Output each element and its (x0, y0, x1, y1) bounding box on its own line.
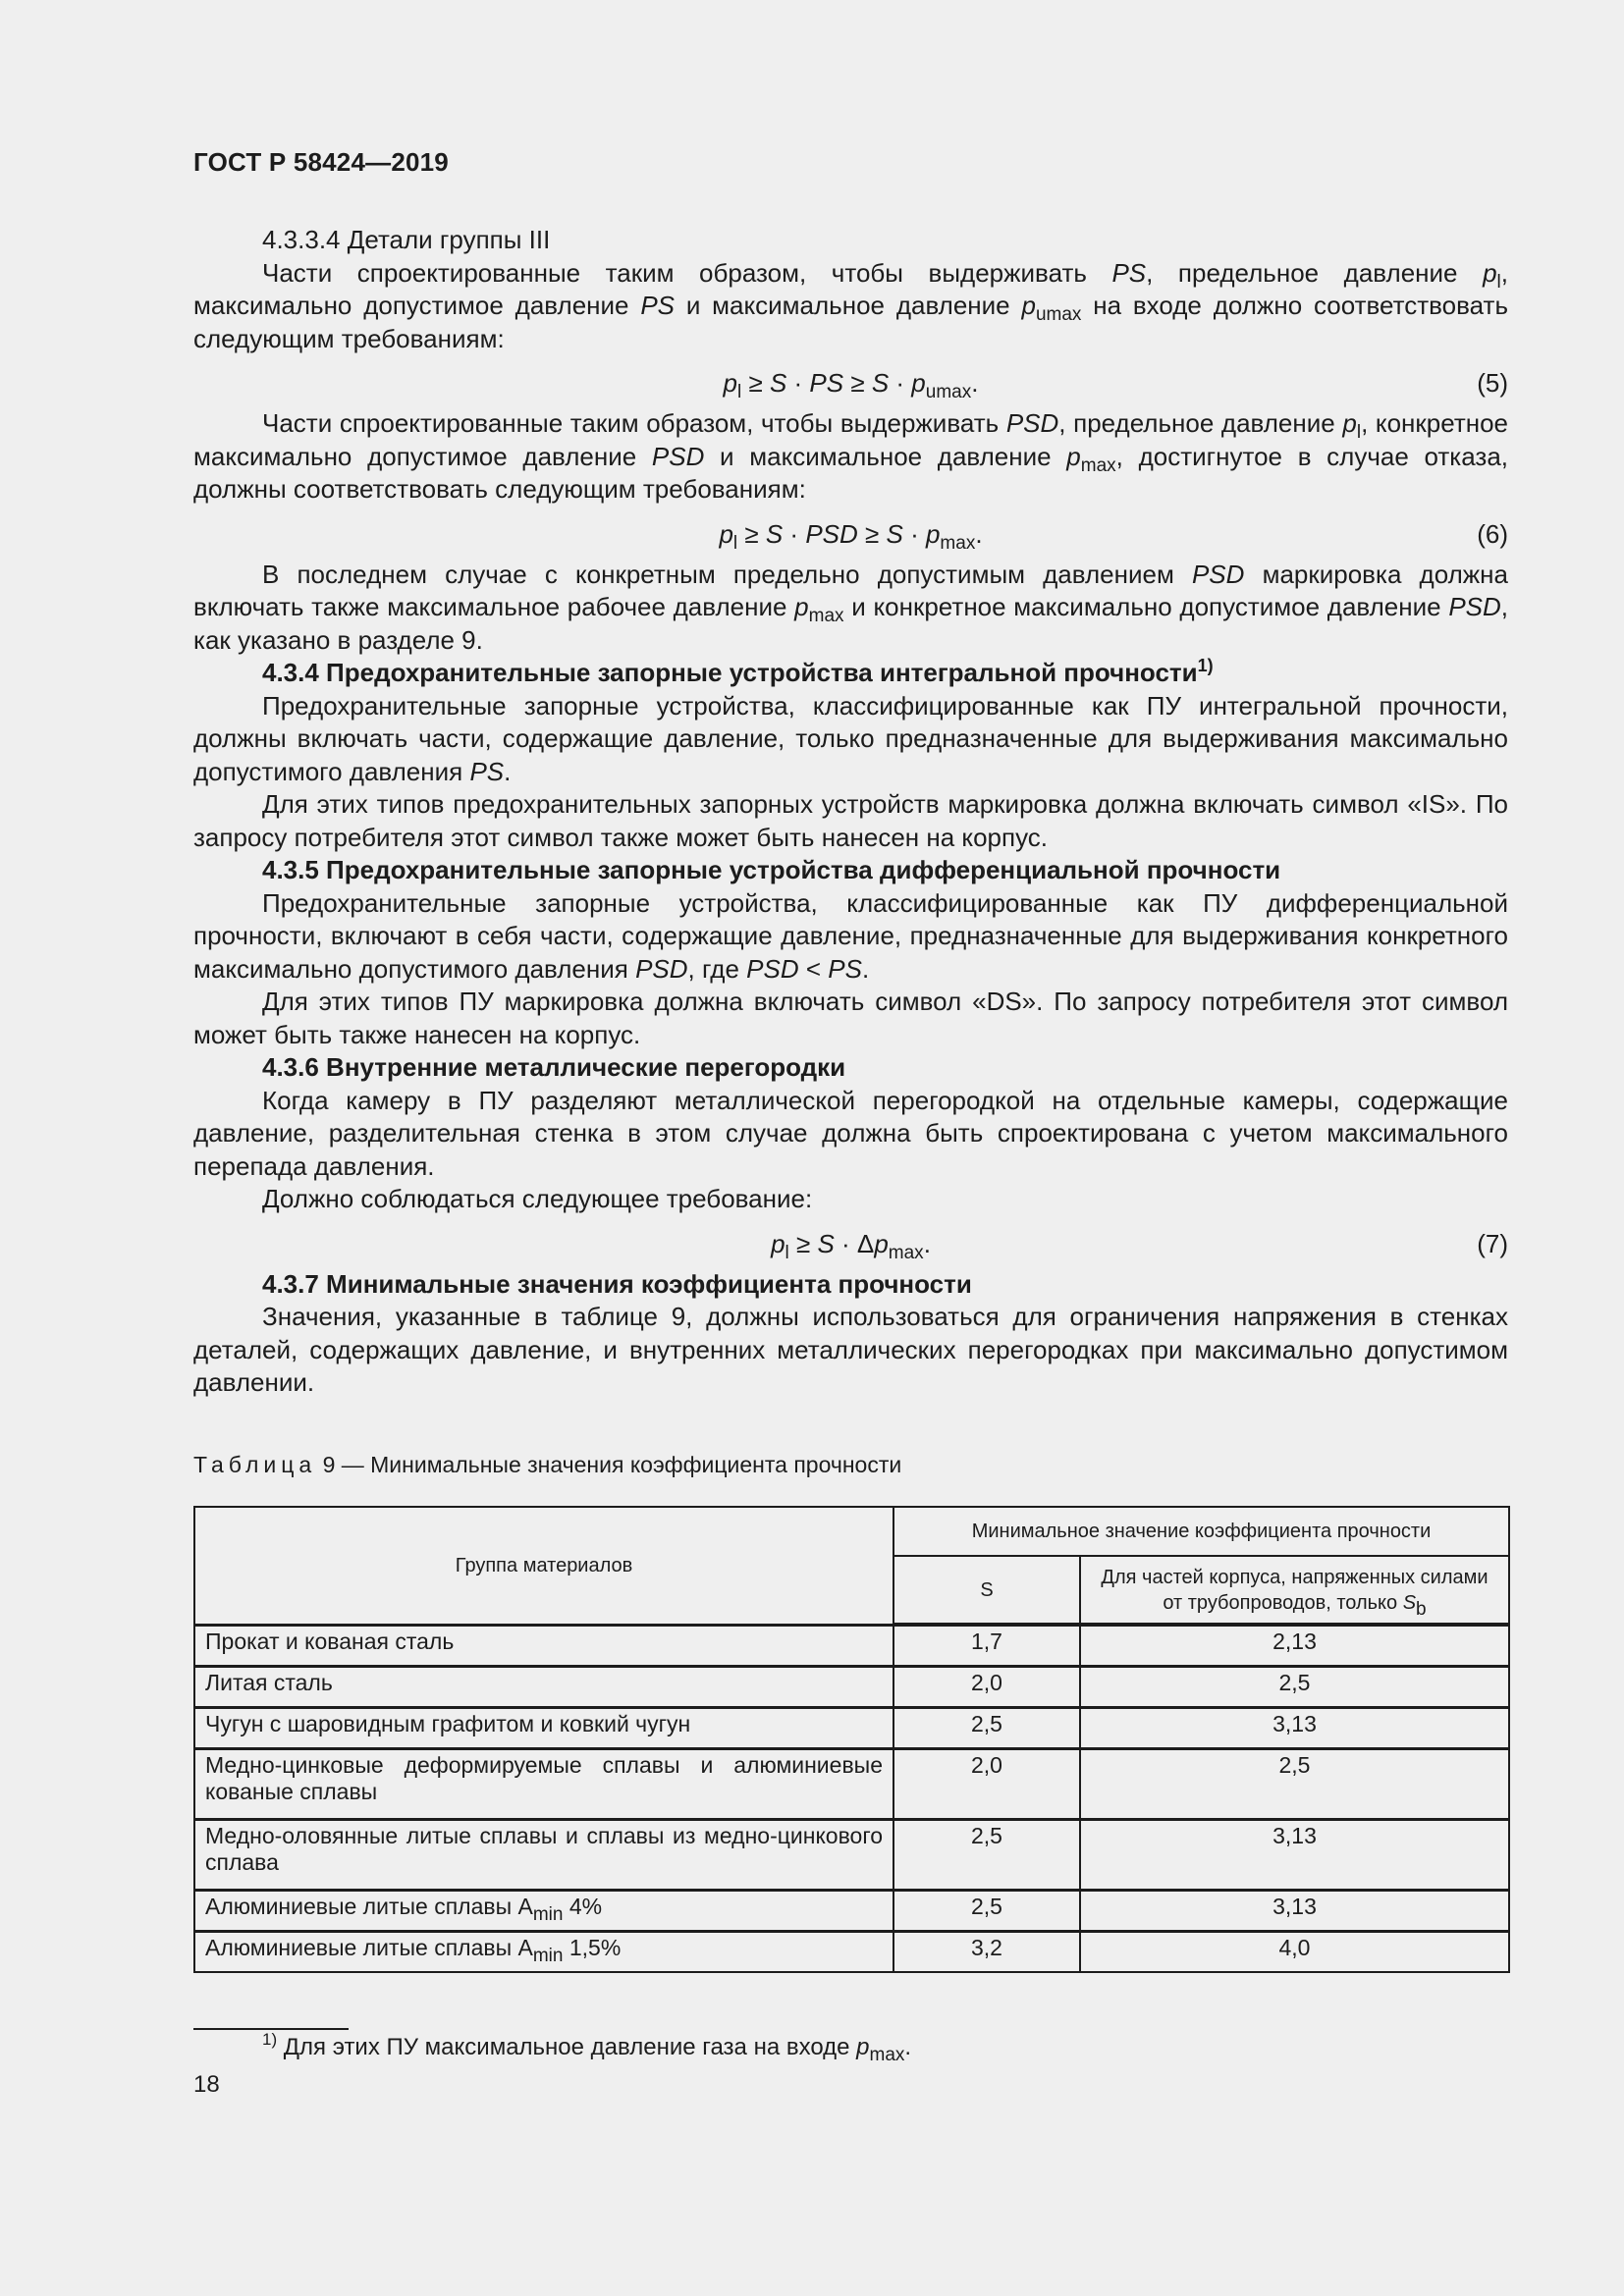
table-9 (193, 1506, 1510, 1973)
formula-7-expression: $p_l \ge S \cdot \Delta p_{max}$. (771, 1228, 931, 1263)
material-cell: Медно-оловянные литые сплавы и сплавы из медно-цинкового сплава (194, 1820, 893, 1891)
material-cell: Медно-цинковые деформируемые сплавы и алюминиевые кованые сплавы (194, 1749, 893, 1820)
s-value-cell: 2,5 (893, 1820, 1080, 1891)
sb-value-cell: 2,5 (1080, 1667, 1509, 1708)
s-value-cell: 2,5 (893, 1708, 1080, 1749)
formula-6 (193, 512, 1508, 559)
section-4-3-3-4-title: 4.3.3.4 Детали группы III (262, 225, 551, 254)
table-row (194, 1667, 1509, 1708)
material-cell: Алюминиевые литые сплавы $A_{min}$ 1,5% (194, 1932, 893, 1973)
sb-value-cell: 3,13 (1080, 1820, 1509, 1891)
material-cell: Алюминиевые литые сплавы $A_{min}$ 4% (194, 1891, 893, 1932)
section-4-3-6-paragraph-1: Когда камеру в ПУ разделяют металлической перегородкой на отдельные камеры, содержащие давление, разделительная стенка в этом случае должна быть спроектирована с учетом максимального перепада давления. (193, 1085, 1508, 1181)
s-value-cell: 2,0 (893, 1667, 1080, 1708)
section-4-3-4-paragraph-2: Для этих типов предохранительных запорных устройств маркировка должна включать символ «IS». По запросу потребителя этот символ также может быть нанесен на корпус. (193, 789, 1508, 852)
material-cell: Чугун с шаровидным графитом и ковкий чугун (194, 1708, 893, 1749)
section-4-3-7-paragraph-1: Значения, указанные в таблице 9, должны использоваться для ограничения напряжения в стенках деталей, содержащих давление, и внутренних металлических перегородках при максимально допустимом давлении. (193, 1302, 1508, 1397)
formula-5-expression: $p_l \ge S$ · PS ≥ $S \cdot p_{umax}$. (723, 368, 979, 402)
sb-value-cell: 3,13 (1080, 1708, 1509, 1749)
formula-7 (193, 1222, 1508, 1268)
formula-6-number: (6) (1477, 518, 1508, 549)
section-4-3-5-title: 4.3.5 Предохранительные запорные устройства дифференциальной прочности (262, 855, 1281, 884)
table-row (194, 1820, 1509, 1891)
page-body (193, 224, 1508, 1400)
section-4-3-6-title: 4.3.6 Внутренние металлические перегородки (262, 1052, 846, 1082)
sb-value-cell: 2,5 (1080, 1749, 1509, 1820)
formula-6-expression: $p_l \ge S$ · PSD ≥ $S \cdot p_{max}$. (719, 518, 983, 554)
formula-5-number: (5) (1477, 368, 1508, 398)
material-cell: Литая сталь (194, 1667, 893, 1708)
table-9-caption: Таблица 9 — Минимальные значения коэффициента прочности (193, 1452, 902, 1477)
section-4-3-3-4-paragraph-3: В последнем случае с конкретным предельно допустимым давлением PSD маркировка должна включать также максимальное рабочее давление $p_{max}$ и конкретное максимально допустимое давление PSD, как указано в разделе 9. (193, 559, 1509, 655)
sb-value-cell: 4,0 (1080, 1932, 1509, 1973)
header-material-group: Группа материалов (194, 1507, 893, 1625)
table-row (194, 1749, 1509, 1820)
document-header: ГОСТ Р 58424—2019 (193, 147, 449, 177)
page-number: 18 (193, 2071, 220, 2098)
table-row (194, 1891, 1509, 1932)
table-row (194, 1625, 1509, 1667)
section-4-3-5-paragraph-1: Предохранительные запорные устройства, классифицированные как ПУ дифференциальной прочности, включают в себя части, содержащие давление, предназначенные для выдерживания конкретного максимально допустимого давления PSD, где PSD < PS. (193, 887, 1508, 984)
material-cell: Прокат и кованая сталь (194, 1625, 893, 1667)
section-4-3-3-4-paragraph-2: Части спроектированные таким образом, чтобы выдерживать PSD, предельное давление $p_l$, конкретное максимально допустимое давление PSD и максимальное давление $p_{max}$, достигнутое в случае отказа, должны соответствовать следующим требованиям: (193, 408, 1509, 504)
section-4-3-6-paragraph-2: Должно соблюдаться следующее требование: (262, 1184, 813, 1213)
header-sb: Для частей корпуса, напряженных силами от трубопроводов, только $S_b$ (1080, 1556, 1509, 1625)
section-4-3-4-title: 4.3.4 Предохранительные запорные устройства интегральной прочности$^{1)}$ (262, 656, 1214, 687)
s-value-cell: 2,0 (893, 1749, 1080, 1820)
section-4-3-7-title: 4.3.7 Минимальные значения коэффициента прочности (262, 1268, 972, 1299)
s-value-cell: 3,2 (893, 1932, 1080, 1973)
table-row (194, 1932, 1509, 1973)
sb-value-cell: 2,13 (1080, 1625, 1509, 1667)
footnote: $^{1)}$ Для этих ПУ максимальное давление газа на входе $p_{max}$. (262, 2030, 912, 2065)
s-value-cell: 2,5 (893, 1891, 1080, 1932)
footnote-marker: 1) (262, 2030, 278, 2049)
header-s: S (893, 1556, 1080, 1625)
formula-7-number: (7) (1477, 1228, 1508, 1258)
section-4-3-5-paragraph-2: Для этих типов ПУ маркировка должна включать символ «DS». По запросу потребителя этот символ может быть также нанесен на корпус. (193, 987, 1508, 1049)
s-value-cell: 1,7 (893, 1625, 1080, 1667)
header-min-strength: Минимальное значение коэффициента прочности (893, 1507, 1509, 1556)
formula-5 (193, 361, 1508, 407)
section-4-3-3-4-paragraph-1: Части спроектированные таким образом, чтобы выдерживать PS, предельное давление $p_l$, максимально допустимое давление PS и максимальное давление $p_{umax}$ на входе должно соответствовать следующим требованиям: (193, 257, 1509, 353)
footnote-reference[interactable]: 1) (1197, 656, 1214, 675)
section-4-3-4-paragraph-1: Предохранительные запорные устройства, классифицированные как ПУ интегральной прочности, должны включать части, содержащие давление, только предназначенные для выдерживания максимально допустимого давления PS. (193, 690, 1508, 786)
sb-value-cell: 3,13 (1080, 1891, 1509, 1932)
table-row (194, 1708, 1509, 1749)
